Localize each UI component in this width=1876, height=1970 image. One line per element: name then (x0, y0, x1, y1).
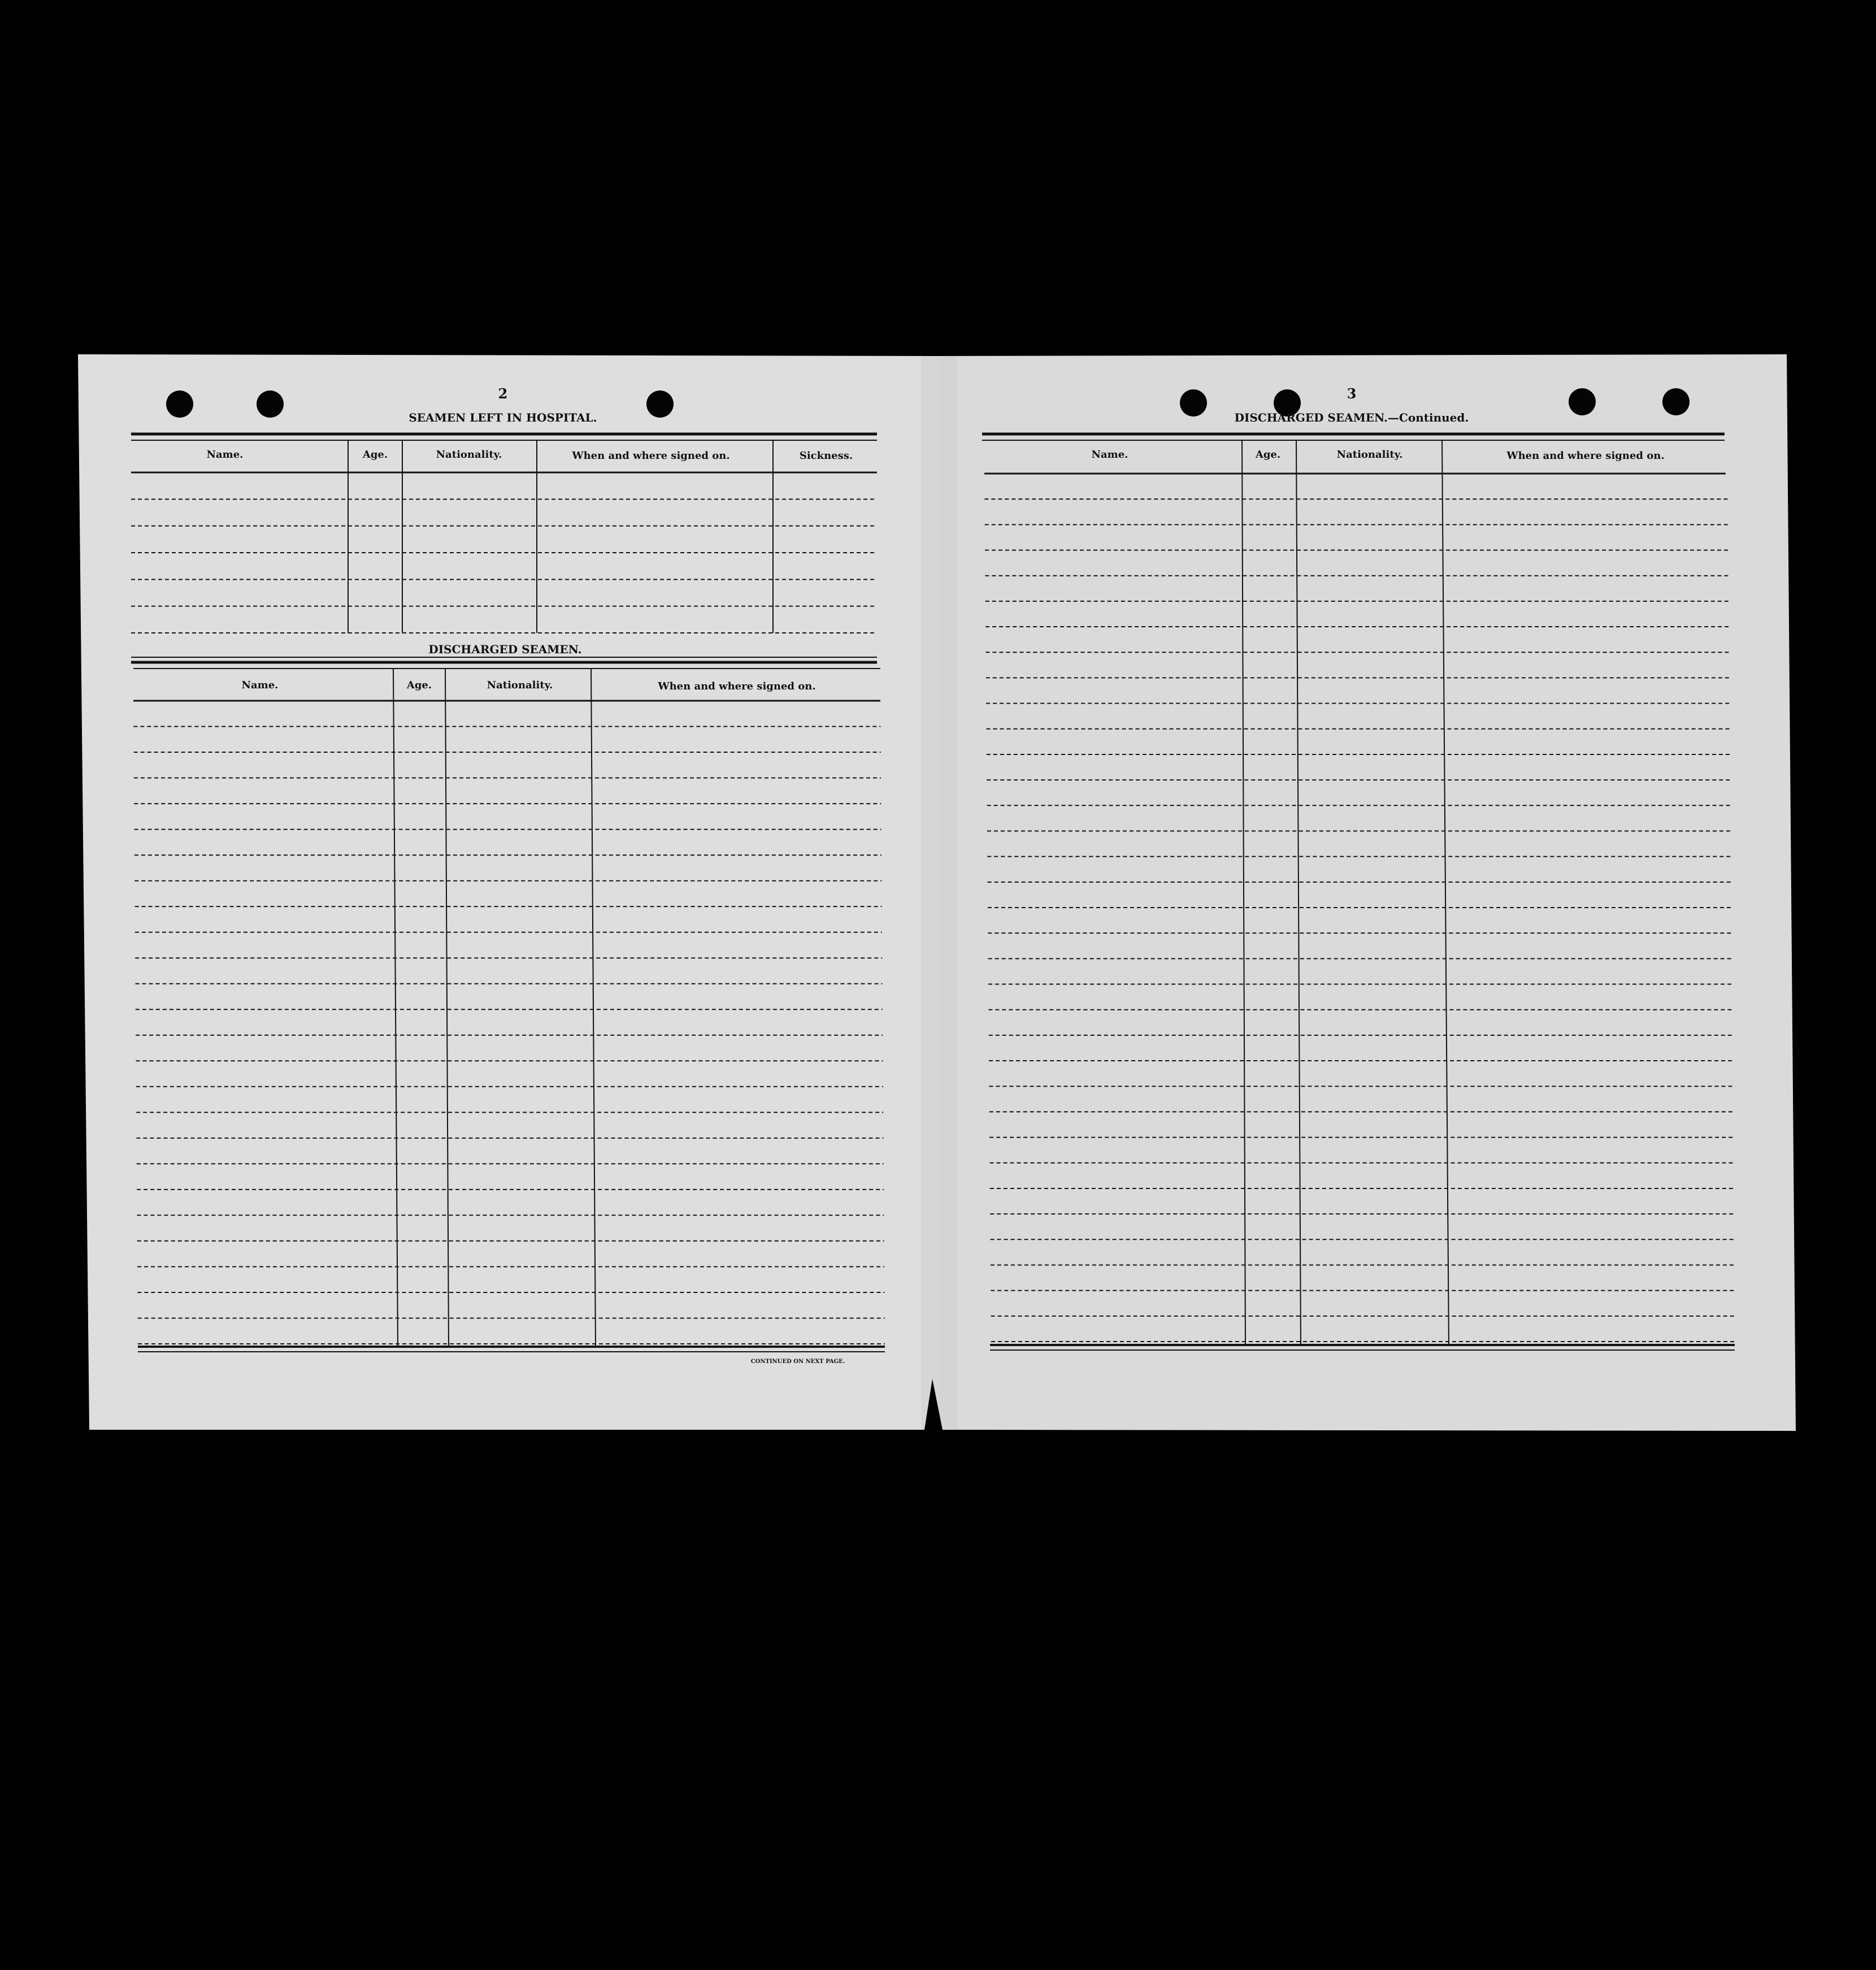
punch-hole (257, 390, 284, 418)
left-page-number: 2 (498, 385, 508, 402)
right-header-name: Name. (1091, 449, 1128, 461)
discharged-header-name: Name. (241, 679, 279, 691)
punch-hole (1180, 389, 1207, 416)
right-section-title: DISCHARGED SEAMEN.—Continued. (1234, 411, 1469, 424)
punch-hole (1662, 388, 1690, 415)
right-page-paper (939, 354, 1796, 1431)
right-header-nationality: Nationality. (1336, 449, 1403, 461)
right-page-number: 3 (1347, 385, 1357, 402)
hospital-section-title: SEAMEN LEFT IN HOSPITAL. (409, 411, 597, 424)
punch-hole (646, 390, 674, 418)
hospital-header-name: Name. (206, 449, 244, 461)
center-fold (921, 356, 957, 1430)
hospital-header-age: Age. (362, 449, 388, 461)
discharged-header-nationality: Nationality. (487, 679, 553, 691)
left-page-paper (78, 354, 939, 1430)
hospital-header-sickness: Sickness. (799, 450, 853, 462)
punch-hole (1569, 388, 1596, 415)
hospital-header-signed-on: When and where signed on. (572, 450, 730, 462)
right-header-age: Age. (1255, 449, 1281, 461)
continued-footer: CONTINUED ON NEXT PAGE. (750, 1359, 845, 1365)
punch-hole (166, 390, 193, 418)
discharged-header-signed-on: When and where signed on. (658, 680, 816, 692)
discharged-header-age: Age. (406, 679, 432, 691)
right-header-signed-on: When and where signed on. (1506, 450, 1665, 462)
hospital-header-nationality: Nationality. (436, 449, 502, 461)
discharged-section-title: DISCHARGED SEAMEN. (428, 643, 582, 656)
